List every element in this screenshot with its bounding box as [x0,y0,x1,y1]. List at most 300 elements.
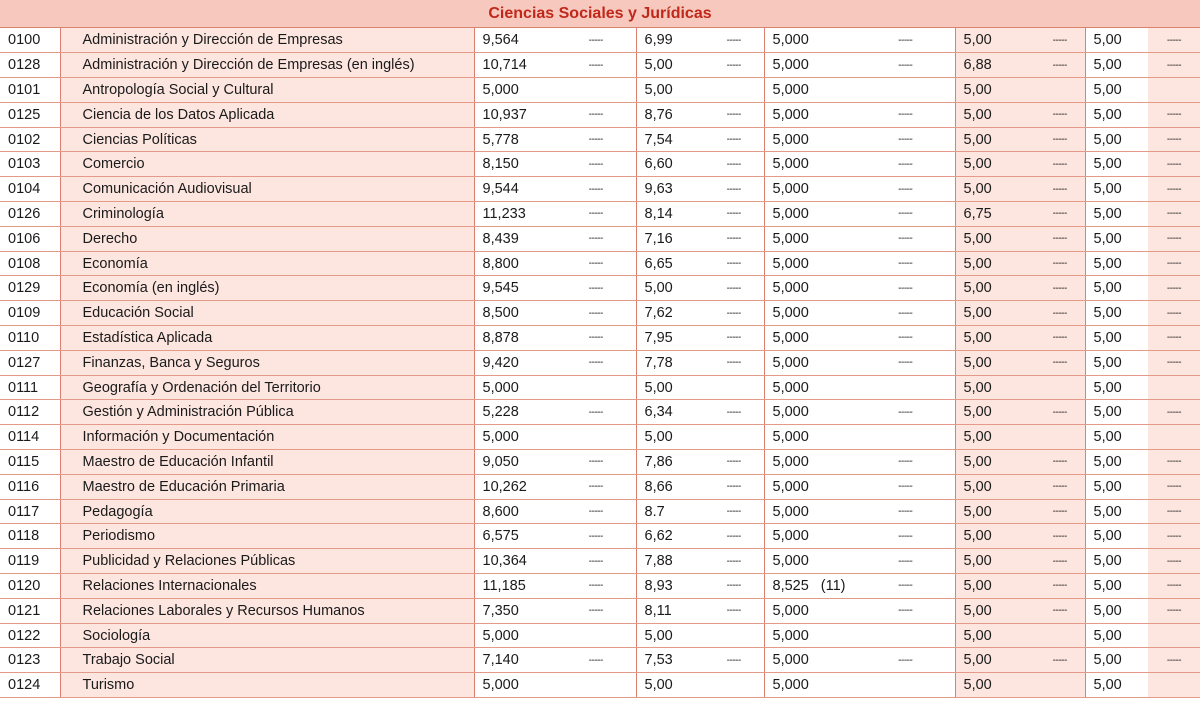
cell-code-value: 0127 [8,354,41,371]
cell-dash-2 [704,177,764,202]
cell-dash-1-value: ----- [588,34,603,46]
cell-dash-1 [556,276,636,301]
cell-degree-name-value: Periodismo [82,528,156,545]
cell-dash-3 [856,53,955,78]
cell-grade-1-value: 9,420 [482,354,519,371]
cell-degree-name-value: Administración y Dirección de Empresas (en inglés) [82,57,415,74]
cell-grade-3-value: 5,000 [772,230,809,247]
cell-grade-3-value: 5,000 [772,280,809,297]
cell-grade-3-value: 5,000 [772,181,809,198]
cell-code-value: 0118 [8,528,40,545]
cell-grade-2-value: 7,62 [644,305,673,322]
cell-dash-5-value: ----- [1166,134,1182,146]
cell-dash-1 [556,524,636,549]
cell-grade-2 [636,251,704,276]
cell-code [0,623,60,648]
cell-grade-4 [955,574,1035,599]
cell-dash-3 [856,450,955,475]
cell-grade-4 [955,673,1035,698]
cell-grade-3 [764,127,856,152]
cell-dash-5 [1148,102,1200,127]
cell-dash-5 [1148,400,1200,425]
cell-dash-4 [1035,301,1085,326]
cell-grade-5-value: 5,00 [1093,106,1122,123]
cell-grade-4 [955,102,1035,127]
cell-dash-1 [556,375,636,400]
cell-dash-3 [856,350,955,375]
cell-grade-5 [1085,28,1148,53]
cell-code [0,400,60,425]
cell-grade-4-value: 5,00 [963,230,992,247]
cell-dash-1 [556,251,636,276]
cell-dash-5-value: ----- [1166,357,1182,369]
cell-grade-3 [764,202,856,227]
cell-dash-2 [704,127,764,152]
cell-dash-2-value: ----- [726,332,741,344]
cell-dash-1 [556,78,636,103]
cell-dash-2-value: ----- [726,506,741,518]
cell-dash-4-value: ----- [1052,506,1067,518]
cell-code [0,251,60,276]
cell-grade-3 [764,301,856,326]
cell-grade-4 [955,375,1035,400]
cell-dash-1 [556,28,636,53]
cell-dash-4-value: ----- [1052,233,1067,245]
cell-dash-1-value: ----- [588,406,603,418]
cell-degree-name-value: Ciencia de los Datos Aplicada [82,106,275,123]
cell-grade-1 [474,648,556,673]
cell-dash-4-value: ----- [1052,34,1067,46]
cell-grade-3 [764,549,856,574]
cell-grade-5-value: 5,00 [1093,379,1122,396]
cell-grade-1 [474,350,556,375]
cell-grade-1-value: 5,000 [482,627,519,644]
cell-grade-1 [474,400,556,425]
cell-dash-5-value: ----- [1166,158,1182,170]
cell-grade-1 [474,301,556,326]
cell-grade-5-value: 5,00 [1093,627,1122,644]
footnote-ref: (11) [820,577,846,594]
cell-code [0,474,60,499]
cell-code-value: 0126 [8,205,41,222]
cell-grade-3 [764,152,856,177]
cell-grade-5-value: 5,00 [1093,478,1122,495]
cell-grade-1 [474,598,556,623]
cell-dash-4 [1035,598,1085,623]
cell-grade-5 [1085,301,1148,326]
cell-code [0,499,60,524]
cell-grade-2-value: 8,93 [644,577,673,594]
cell-grade-4 [955,226,1035,251]
cell-grade-1 [474,251,556,276]
cell-grade-2 [636,301,704,326]
cell-dash-5-value: ----- [1166,605,1182,617]
cell-grade-3 [764,102,856,127]
cell-dash-1-value: ----- [588,208,603,220]
cell-degree-name [60,474,474,499]
cell-grade-1-value: 10,364 [482,553,527,570]
cell-grade-4-value: 5,00 [963,503,992,520]
cell-grade-4-value: 5,00 [963,528,992,545]
cell-grade-1 [474,78,556,103]
cell-dash-4 [1035,474,1085,499]
cell-dash-3-value: ----- [898,134,913,146]
cell-grade-3 [764,375,856,400]
cell-grade-2-value: 8,11 [644,602,672,619]
cell-dash-4 [1035,400,1085,425]
cell-code-value: 0101 [8,81,41,98]
cell-dash-5 [1148,350,1200,375]
cell-code [0,301,60,326]
cell-grade-4 [955,499,1035,524]
cell-dash-4 [1035,499,1085,524]
cell-degree-name-value: Economía (en inglés) [82,280,220,297]
cell-degree-name [60,549,474,574]
cell-grade-5-value: 5,00 [1093,57,1122,74]
cell-code [0,598,60,623]
cell-grade-5 [1085,152,1148,177]
cell-dash-2-value: ----- [726,357,741,369]
cell-dash-1 [556,400,636,425]
cell-code [0,524,60,549]
cell-grade-4 [955,276,1035,301]
cell-grade-5 [1085,276,1148,301]
cell-code-value: 0122 [8,627,41,644]
cell-degree-name [60,673,474,698]
cell-grade-1 [474,226,556,251]
table-row [0,474,1200,499]
cell-dash-2-value: ----- [726,34,741,46]
cell-grade-1-value: 9,544 [482,181,519,198]
cell-dash-2 [704,301,764,326]
cell-grade-4-value: 5,00 [963,181,992,198]
cell-dash-2-value: ----- [726,406,741,418]
cell-grade-4-value: 5,00 [963,453,992,470]
cell-dash-3-value: ----- [898,34,913,46]
cell-grade-4-value: 5,00 [963,627,992,644]
cell-grade-4-value: 5,00 [963,81,992,98]
cell-dash-2-value: ----- [726,183,741,195]
table-row [0,598,1200,623]
cell-grade-3-value: 5,000 [772,205,809,222]
cell-dash-4 [1035,524,1085,549]
cell-dash-2-value: ----- [726,307,741,319]
cell-grade-1-value: 7,140 [482,652,519,669]
cell-dash-5-value: ----- [1166,580,1182,592]
cell-dash-1-value: ----- [588,282,603,294]
cell-grade-1 [474,474,556,499]
cell-grade-1-value: 8,800 [482,255,519,272]
cell-degree-name-value: Turismo [82,677,135,694]
cell-grade-1 [474,202,556,227]
cell-grade-2-value: 5,00 [644,57,673,74]
cell-dash-2 [704,326,764,351]
cell-dash-2 [704,78,764,103]
cell-dash-3 [856,326,955,351]
cell-dash-3 [856,549,955,574]
cell-grade-4 [955,28,1035,53]
cell-dash-2 [704,425,764,450]
cell-grade-5 [1085,673,1148,698]
cell-grade-1 [474,450,556,475]
cell-dash-5 [1148,673,1200,698]
cell-grade-2-value: 8,14 [644,205,673,222]
cell-dash-1-value: ----- [588,59,603,71]
cell-dash-5 [1148,574,1200,599]
cell-code [0,177,60,202]
cell-grade-5 [1085,251,1148,276]
cell-grade-5 [1085,598,1148,623]
cell-dash-4 [1035,202,1085,227]
cell-dash-5-value: ----- [1166,307,1182,319]
cell-dash-3-value: ----- [898,406,913,418]
table-row [0,524,1200,549]
cell-degree-name [60,623,474,648]
cell-dash-1 [556,499,636,524]
cell-grade-2-value: 7,95 [644,329,673,346]
cell-degree-name [60,276,474,301]
cell-dash-1-value: ----- [588,134,603,146]
cell-grade-2-value: 5,00 [644,677,673,694]
cell-dash-5-value: ----- [1166,555,1182,567]
cell-grade-1 [474,102,556,127]
cell-grade-1 [474,549,556,574]
cell-dash-2-value: ----- [726,59,741,71]
cell-dash-3 [856,152,955,177]
cell-grade-5 [1085,226,1148,251]
cell-grade-4 [955,78,1035,103]
table-row [0,499,1200,524]
cell-dash-3 [856,28,955,53]
cell-grade-5-value: 5,00 [1093,156,1122,173]
cell-dash-3-value: ----- [898,456,913,468]
cell-dash-3 [856,499,955,524]
cell-grade-1 [474,673,556,698]
cell-grade-4 [955,598,1035,623]
cell-grade-5-value: 5,00 [1093,205,1122,222]
cell-grade-1-value: 10,937 [482,106,527,123]
cell-degree-name-value: Comunicación Audiovisual [82,181,252,198]
cell-dash-3-value: ----- [898,258,913,270]
cell-grade-3 [764,177,856,202]
cell-degree-name [60,400,474,425]
cell-grade-1 [474,375,556,400]
cell-degree-name [60,102,474,127]
cell-grade-2-value: 8.7 [644,503,665,520]
cell-degree-name [60,524,474,549]
cell-grade-1-value: 10,262 [482,478,527,495]
cell-dash-4 [1035,350,1085,375]
cell-grade-2 [636,102,704,127]
cell-degree-name [60,350,474,375]
cell-dash-5-value: ----- [1166,258,1182,270]
cell-grade-3-value: 5,000 [772,429,809,446]
cell-dash-4 [1035,276,1085,301]
cell-dash-3 [856,78,955,103]
cell-grade-5-value: 5,00 [1093,404,1122,421]
cell-grade-5 [1085,53,1148,78]
cell-grade-5-value: 5,00 [1093,181,1122,198]
cell-grade-2-value: 7,88 [644,553,673,570]
cell-dash-4-value: ----- [1052,332,1067,344]
cell-grade-5-value: 5,00 [1093,255,1122,272]
cell-grade-3 [764,78,856,103]
cell-grade-2-value: 5,00 [644,429,673,446]
cell-grade-4-value: 5,00 [963,354,992,371]
cell-grade-5 [1085,450,1148,475]
cell-grade-1 [474,326,556,351]
cell-grade-4 [955,350,1035,375]
cell-grade-5 [1085,326,1148,351]
cell-grade-4 [955,127,1035,152]
cell-dash-2 [704,673,764,698]
cell-grade-3-value: 5,000 [772,553,809,570]
cell-dash-1-value: ----- [588,332,603,344]
cell-dash-1 [556,326,636,351]
cell-grade-3-value: 5,000 [772,404,809,421]
cell-dash-1 [556,623,636,648]
cell-degree-name [60,375,474,400]
cell-grade-4 [955,648,1035,673]
cell-grade-2 [636,375,704,400]
cell-code [0,673,60,698]
cell-dash-3 [856,524,955,549]
cell-dash-2 [704,499,764,524]
cell-grade-3-value: 5,000 [772,528,809,545]
cell-degree-name-value: Economía [82,255,148,272]
cell-grade-1-value: 5,000 [482,677,519,694]
cell-degree-name [60,202,474,227]
cell-dash-2-value: ----- [726,208,741,220]
cell-grade-5-value: 5,00 [1093,429,1122,446]
cell-grade-2 [636,648,704,673]
cell-grade-3-value: 5,000 [772,627,809,644]
cell-code [0,226,60,251]
cell-grade-2 [636,53,704,78]
cell-grade-1-value: 11,185 [482,577,526,594]
cell-degree-name-value: Relaciones Laborales y Recursos Humanos [82,602,365,619]
cell-grade-5 [1085,549,1148,574]
cell-grade-1-value: 8,500 [482,305,519,322]
cell-grade-5-value: 5,00 [1093,602,1122,619]
cell-dash-1 [556,301,636,326]
cell-degree-name-value: Relaciones Internacionales [82,577,257,594]
cell-grade-5 [1085,400,1148,425]
cell-grade-4 [955,400,1035,425]
cell-dash-5 [1148,474,1200,499]
cell-dash-4-value: ----- [1052,654,1067,666]
grades-table [0,28,1200,698]
cell-dash-3-value: ----- [898,59,913,71]
cell-grade-5-value: 5,00 [1093,577,1122,594]
cell-grade-1-value: 5,000 [482,429,519,446]
cell-grade-2 [636,152,704,177]
cell-dash-3 [856,474,955,499]
cell-dash-1-value: ----- [588,481,603,493]
cell-grade-4 [955,53,1035,78]
cell-dash-3 [856,598,955,623]
cell-dash-2 [704,598,764,623]
cell-grade-4-value: 5,00 [963,156,992,173]
cell-code [0,276,60,301]
cell-grade-3 [764,425,856,450]
cell-dash-1-value: ----- [588,506,603,518]
section-title: Ciencias Sociales y Jurídicas [488,4,712,22]
cell-code-value: 0114 [8,429,40,446]
cell-code-value: 0123 [8,652,41,669]
cell-grade-4 [955,152,1035,177]
cell-grade-1-value: 8,150 [482,156,519,173]
cell-degree-name [60,28,474,53]
cell-dash-2-value: ----- [726,158,741,170]
cell-dash-4 [1035,127,1085,152]
cell-dash-2 [704,400,764,425]
cell-dash-5 [1148,375,1200,400]
cell-dash-1-value: ----- [588,258,603,270]
cell-degree-name-value: Antropología Social y Cultural [82,81,274,98]
cell-grade-4 [955,623,1035,648]
cell-dash-1-value: ----- [588,580,603,592]
cell-grade-1-value: 11,233 [482,205,526,222]
cell-dash-5-value: ----- [1166,456,1182,468]
cell-grade-5-value: 5,00 [1093,305,1122,322]
cell-degree-name-value: Geografía y Ordenación del Territorio [82,379,321,396]
cell-dash-2 [704,574,764,599]
cell-dash-1-value: ----- [588,109,603,121]
cell-dash-5 [1148,450,1200,475]
cell-grade-5 [1085,574,1148,599]
cell-code [0,425,60,450]
cell-grade-4 [955,202,1035,227]
cell-dash-5-value: ----- [1166,34,1182,46]
cell-dash-1 [556,450,636,475]
cell-code-value: 0108 [8,255,41,272]
cell-grade-1-value: 5,000 [482,81,519,98]
cell-dash-5-value: ----- [1166,183,1182,195]
cell-grade-3-value: 5,000 [772,503,809,520]
cell-grade-4-value: 5,00 [963,677,992,694]
cell-grade-2-value: 6,60 [644,156,673,173]
cell-dash-2 [704,623,764,648]
cell-grade-5 [1085,102,1148,127]
cell-grade-3-value: 5,000 [772,131,809,148]
cell-dash-4-value: ----- [1052,481,1067,493]
cell-grade-4-value: 5,00 [963,429,992,446]
cell-dash-2-value: ----- [726,555,741,567]
cell-code [0,549,60,574]
cell-grade-4 [955,425,1035,450]
cell-code-value: 0109 [8,305,41,322]
cell-dash-5-value: ----- [1166,59,1182,71]
cell-grade-2-value: 9,63 [644,181,673,198]
cell-grade-3 [764,574,856,599]
cell-grade-5-value: 5,00 [1093,81,1122,98]
cell-dash-4-value: ----- [1052,134,1067,146]
cell-dash-1-value: ----- [588,357,603,369]
table-row [0,400,1200,425]
cell-grade-5 [1085,177,1148,202]
cell-dash-2-value: ----- [726,530,741,542]
cell-dash-2 [704,152,764,177]
cell-grade-3-value: 5,000 [772,106,809,123]
cell-grade-2 [636,276,704,301]
cell-grade-2-value: 5,00 [644,379,673,396]
cell-dash-5 [1148,226,1200,251]
cell-dash-2 [704,474,764,499]
cell-grade-3 [764,350,856,375]
cell-grade-5-value: 5,00 [1093,32,1122,49]
cell-grade-2 [636,673,704,698]
